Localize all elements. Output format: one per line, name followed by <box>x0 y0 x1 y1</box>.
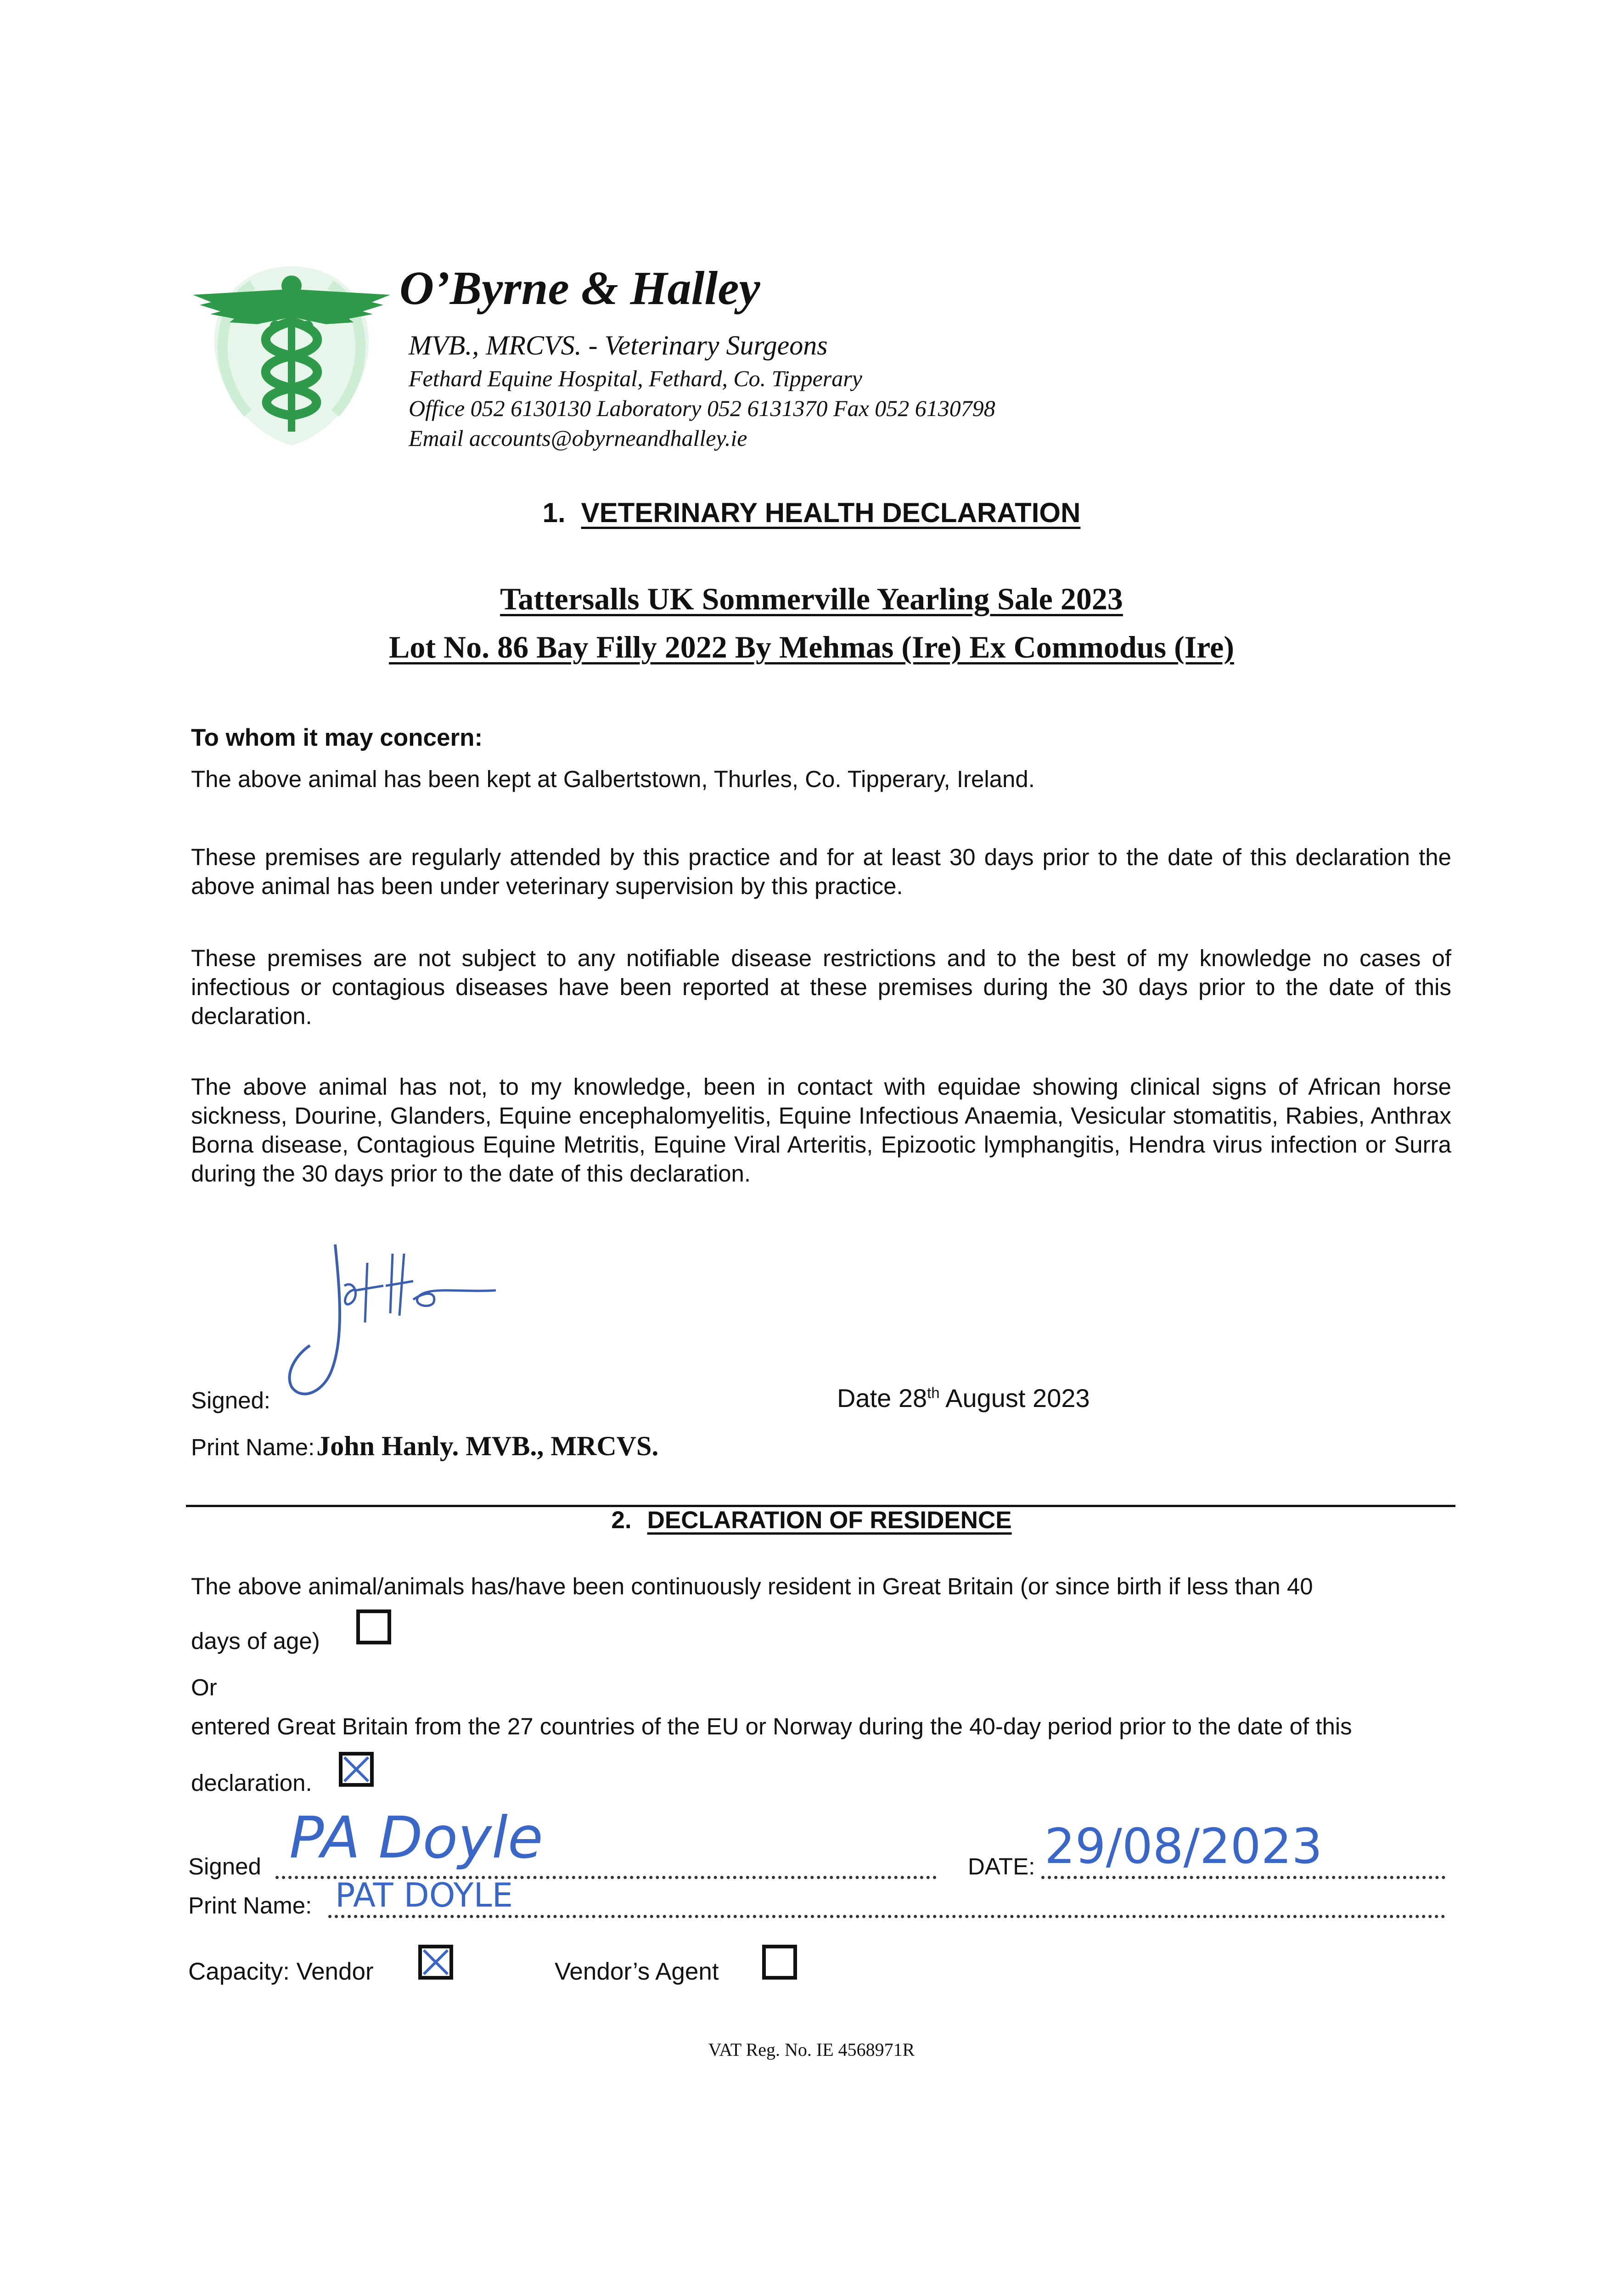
section1-title: VETERINARY HEALTH DECLARATION <box>581 497 1081 528</box>
firm-phones: Office 052 6130130 Laboratory 052 6131370 Fax 052 6130798 <box>409 395 995 421</box>
section2-number: 2. <box>611 1507 632 1534</box>
firm-email: Email accounts@obyrneandhalley.ie <box>409 425 747 451</box>
date-dotted-line <box>1041 1876 1445 1879</box>
vet-signed-label: Signed: <box>191 1387 270 1413</box>
or-label: Or <box>191 1674 217 1700</box>
vet-date-sup: th <box>927 1384 940 1401</box>
vet-declaration-date <box>837 1383 1090 1413</box>
vet-print-name-row <box>191 1430 658 1462</box>
lot-title: Lot No. 86 Bay Filly 2022 By Mehmas (Ire) Ex Commodus (Ire) <box>389 630 1234 664</box>
section1-heading <box>0 497 1623 529</box>
section2-heading <box>0 1506 1623 1534</box>
vendor-date-handwritten: 29/08/2023 <box>1045 1818 1323 1874</box>
paragraph-restrictions: These premises are not subject to any notifiable disease restrictions and to the best of my knowledge no cases of infectious or contagious diseases have been reported at these premises during the 30 days prior to the date of this declaration. <box>191 945 1451 1029</box>
paragraph-location: The above animal has been kept at Galbertstown, Thurles, Co. Tipperary, Ireland. <box>191 766 1035 792</box>
residence-option1-text-cont: days of age) <box>191 1628 320 1654</box>
caduceus-icon <box>184 257 399 459</box>
capacity-agent-label: Vendor’s Agent <box>555 1958 719 1985</box>
residence-option2-text: entered Great Britain from the 27 countries of the EU or Norway during the 40-day period prior to the date of this <box>191 1713 1352 1739</box>
capacity-vendor-checkbox[interactable] <box>418 1945 453 1980</box>
section2-title: DECLARATION OF RESIDENCE <box>647 1507 1012 1534</box>
print-name-dotted-line <box>328 1915 1445 1918</box>
vendor-print-name-label: Print Name: <box>188 1892 312 1919</box>
firm-qualifications: MVB., MRCVS. - Veterinary Surgeons <box>409 330 828 360</box>
vendor-print-name-handwritten: PAT DOYLE <box>335 1876 513 1914</box>
paragraph-supervision: These premises are regularly attended by this practice and for at least 30 days prior to the date of this declaration the above animal has been under veterinary supervision by this practice. <box>191 844 1451 899</box>
firm-name: O’Byrne & Halley <box>399 262 760 315</box>
firm-address: Fethard Equine Hospital, Fethard, Co. Tipperary <box>409 366 862 391</box>
capacity-agent-checkbox[interactable] <box>762 1945 797 1980</box>
vet-signature <box>275 1235 514 1419</box>
salutation: To whom it may concern: <box>191 724 483 751</box>
vet-print-name-label: Print Name: <box>191 1434 315 1460</box>
vendor-date-label: DATE: <box>968 1853 1035 1880</box>
vendor-signed-label: Signed <box>188 1853 261 1880</box>
check-cross-icon <box>422 1948 449 1976</box>
sale-title: Tattersalls UK Sommerville Yearling Sale 2023 <box>500 581 1123 616</box>
check-cross-icon <box>343 1756 370 1783</box>
residence-option1-text: The above animal/animals has/have been continuously resident in Great Britain (or since birth if less than 40 <box>191 1573 1313 1599</box>
residence-option2-checkbox[interactable] <box>339 1752 374 1787</box>
section1-number: 1. <box>542 497 566 528</box>
vat-number: VAT Reg. No. IE 4568971R <box>708 2039 915 2060</box>
residence-option1-checkbox[interactable] <box>356 1609 391 1644</box>
vet-date-suffix: August 2023 <box>939 1384 1090 1412</box>
residence-option2-text-cont: declaration. <box>191 1770 312 1796</box>
vet-date-prefix: Date 28 <box>837 1384 927 1412</box>
vendor-signature: PA Doyle <box>289 1805 543 1871</box>
capacity-vendor-label: Capacity: Vendor <box>188 1958 374 1985</box>
vet-print-name-value: John Hanly. MVB., MRCVS. <box>316 1431 659 1461</box>
paragraph-disease-contact: The above animal has not, to my knowledge, been in contact with equidae showing clinical signs of African horse sickness, Dourine, Glanders, Equine encephalomyelitis, Equine Infectious Anaemia, Vesicular stomatitis, Rabies, Anthrax Borna disease, Contagious Equine Metritis, Equine Viral Arteritis, Epizootic lymphangitis, Hendra virus infection or Surra during the 30 days prior to the date of this declaration. <box>191 1074 1451 1187</box>
